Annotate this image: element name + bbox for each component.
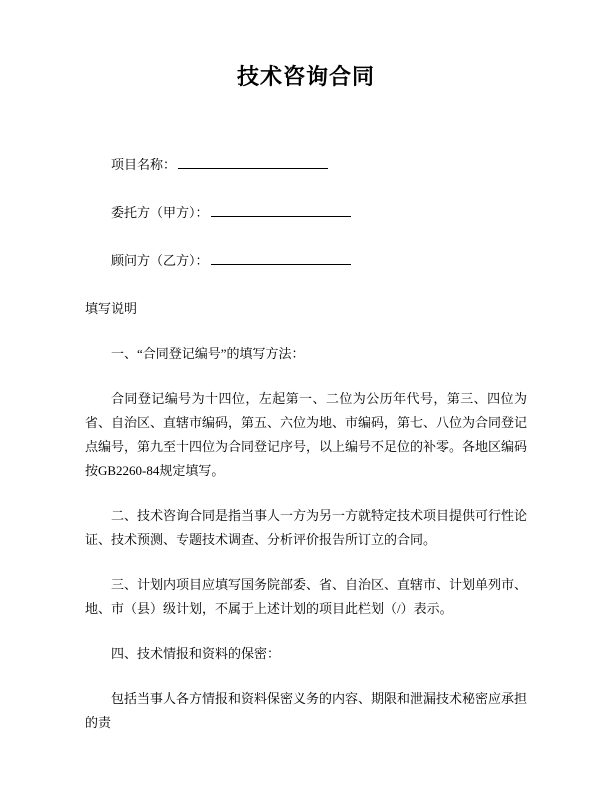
field-project-name [85,153,527,177]
instructions-heading: 填写说明 [85,301,138,316]
instruction-item-4-heading: 四、技术情报和资料的保密： [111,646,281,661]
document-title: 技术咨询合同 [236,64,375,89]
field-party-a-blank[interactable] [211,201,351,217]
field-project-name-label: 项目名称： [111,157,177,172]
fill-in-fields [85,153,527,273]
field-party-b [85,249,527,273]
field-party-a-label: 委托方（甲方）： [111,205,209,220]
field-project-name-blank[interactable] [178,153,328,169]
field-party-b-label: 顾问方（乙方）： [111,253,209,268]
instruction-item-1-heading: 一、“合同登记编号”的填写方法： [111,346,305,361]
instruction-item-4-body: 包括当事人各方情报和资料保密义务的内容、期限和泄漏技术秘密应承担的责 [85,691,528,730]
field-party-b-blank[interactable] [211,249,351,265]
field-party-a [85,201,527,225]
instruction-item-1-body: 合同登记编号为十四位，左起第一、二位为公历年代号，第三、四位为省、自治区、直辖市编码，第五、六位为地、市编码，第七、八位为合同登记点编号，第九至十四位为合同登记序号，以上编号不足位的补零。各地区编码按GB2260-84规定填写。 [85,391,528,478]
instruction-item-3: 三、计划内项目应填写国务院部委、省、自治区、直辖市、计划单列市、地、市（县）级计划，不属于上述计划的项目此栏划（/）表示。 [85,577,528,616]
instruction-item-2: 二、技术咨询合同是指当事人一方为另一方就特定技术项目提供可行性论证、技术预测、专题技术调查、分析评价报告所订立的合同。 [85,508,528,547]
